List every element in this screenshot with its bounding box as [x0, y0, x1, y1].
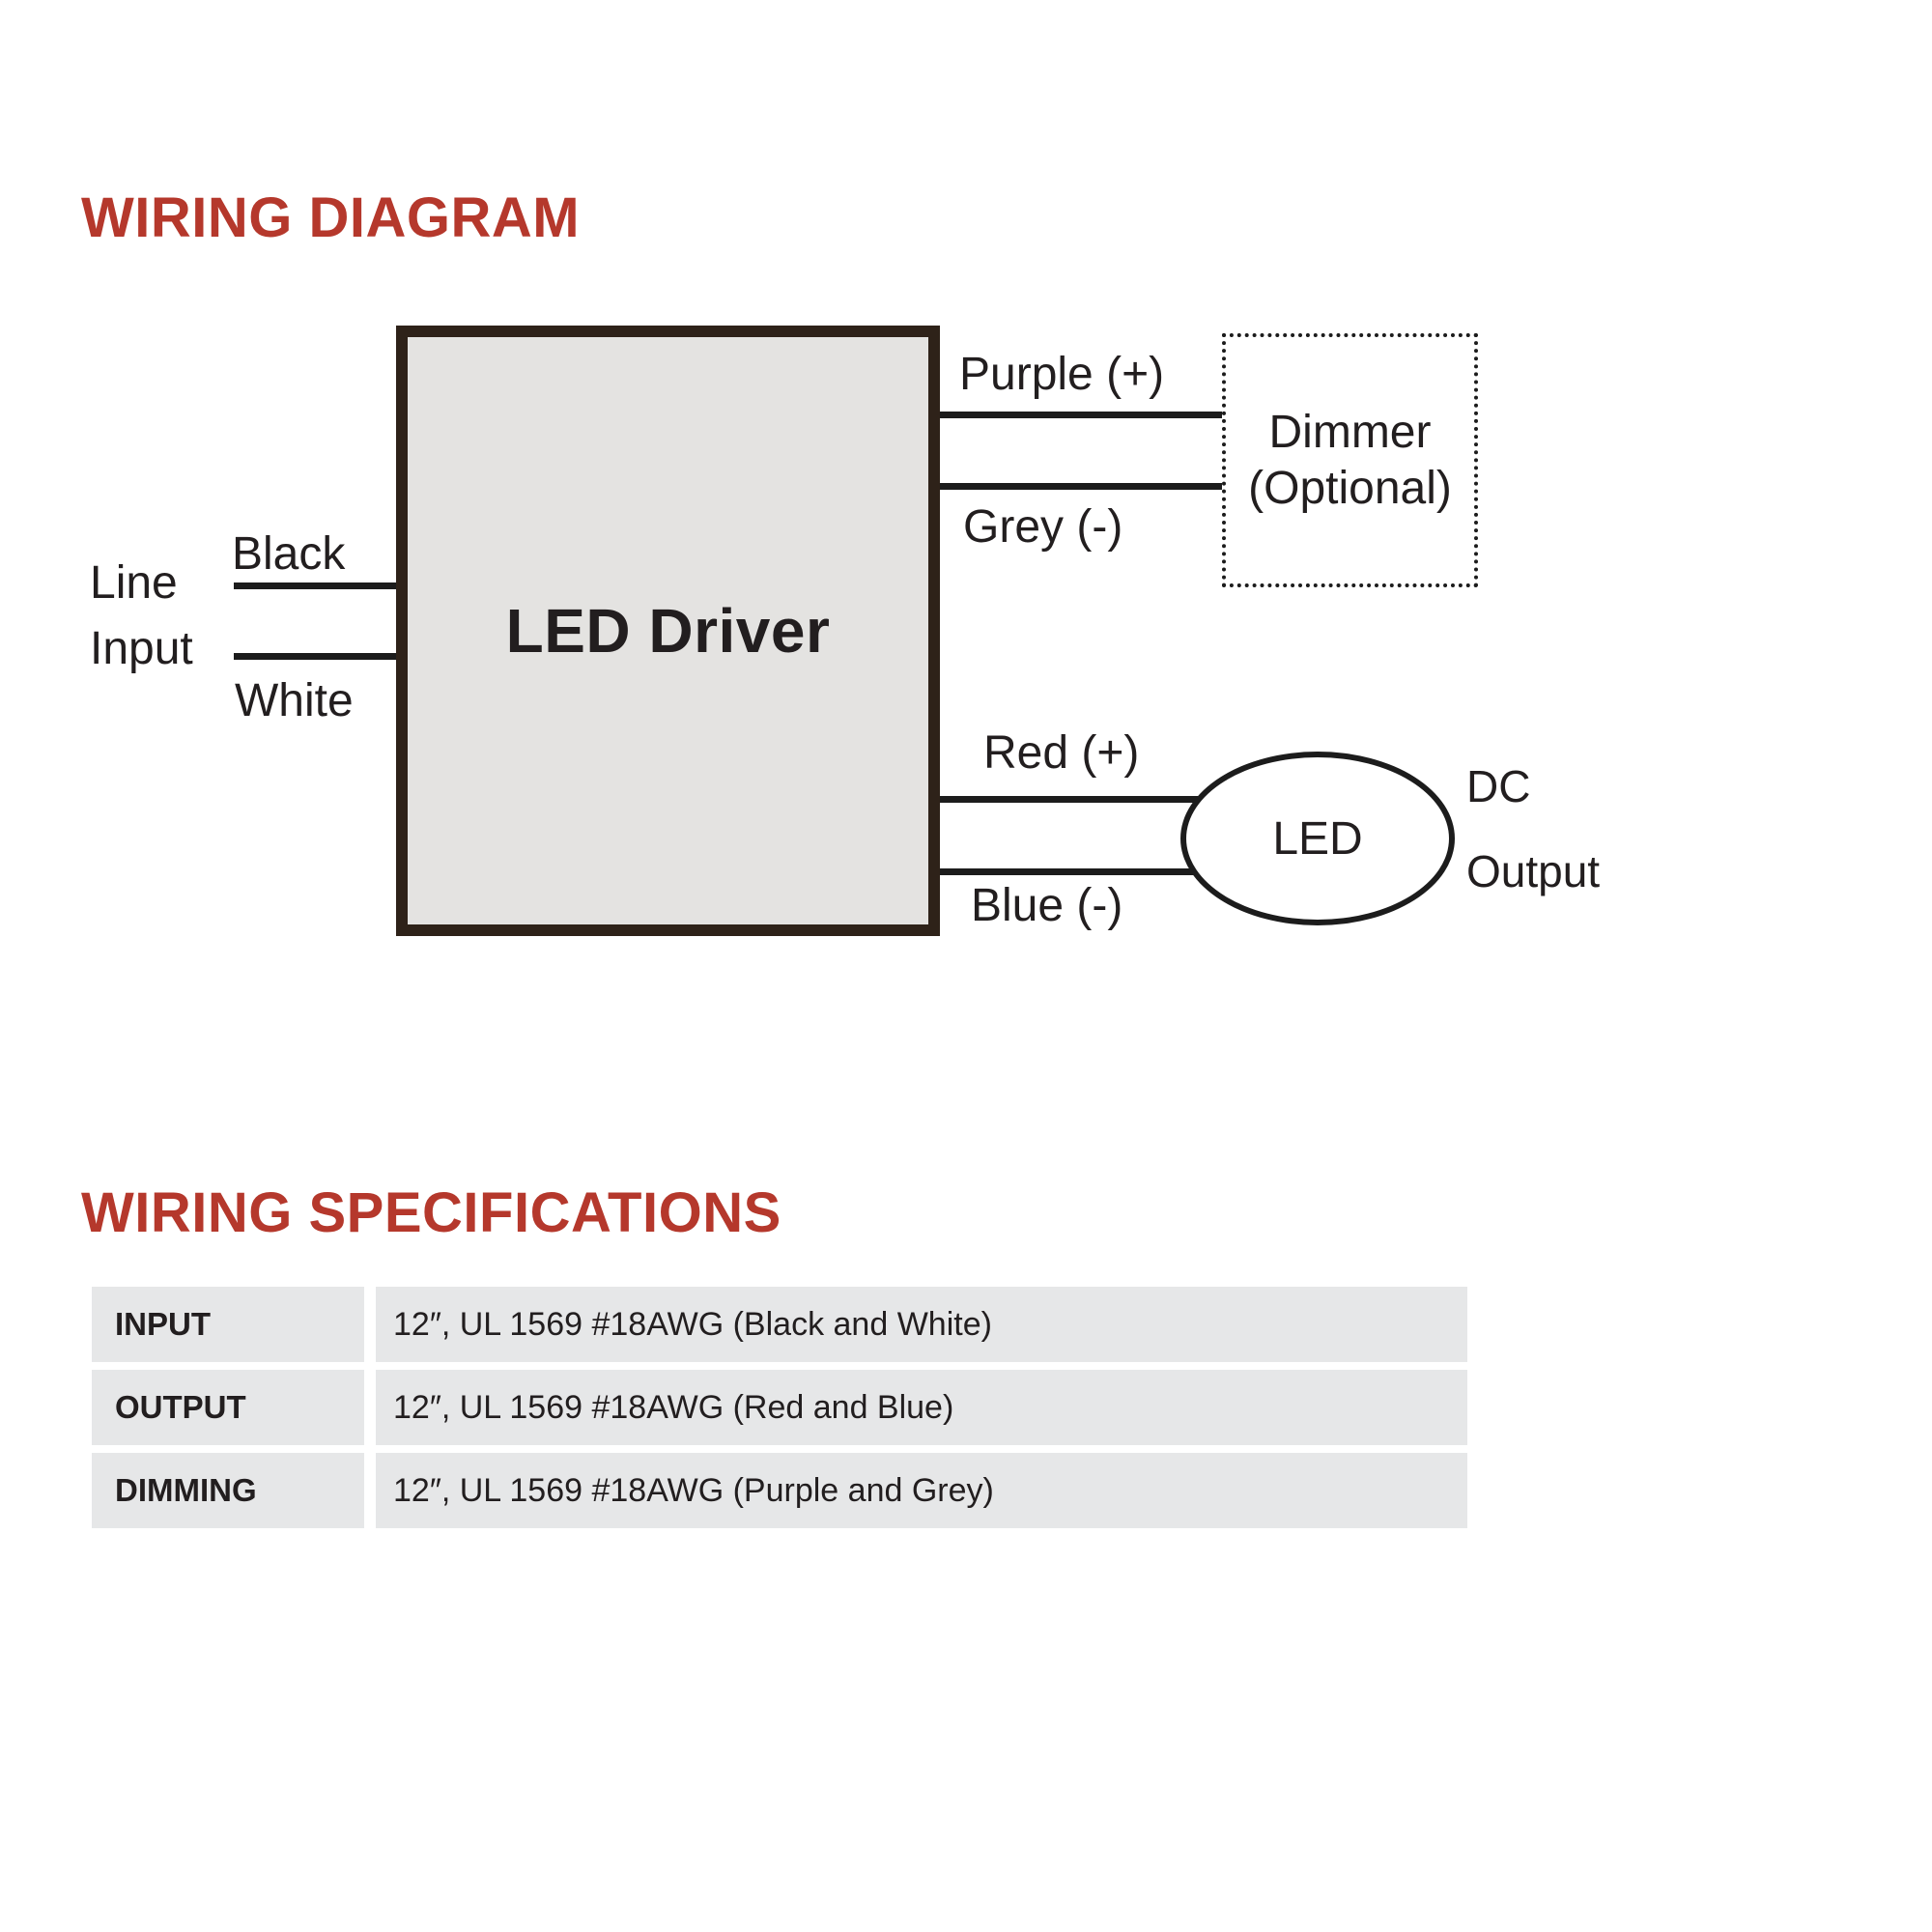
- spec-row-label-input: INPUT: [92, 1287, 364, 1362]
- led-label: LED: [1272, 812, 1363, 865]
- purple-wire-label: Purple (+): [959, 349, 1165, 400]
- led-ellipse: [1180, 752, 1455, 925]
- line-input-label-line2: Input: [90, 623, 193, 674]
- purple-dimming-wire: [937, 412, 1223, 418]
- line-input-label-line1: Line: [90, 557, 178, 609]
- blue-output-wire: [937, 868, 1200, 875]
- led-driver-label: LED Driver: [505, 596, 831, 666]
- grey-dimming-wire: [937, 483, 1223, 490]
- red-wire-label: Red (+): [983, 727, 1140, 779]
- grey-wire-label: Grey (-): [963, 501, 1123, 553]
- black-input-wire: [234, 582, 398, 589]
- black-wire-label: Black: [232, 528, 346, 580]
- spec-row-value-input: 12″, UL 1569 #18AWG (Black and White): [376, 1287, 1467, 1362]
- spec-row-value-output: 12″, UL 1569 #18AWG (Red and Blue): [376, 1370, 1467, 1445]
- wiring-specifications-title: WIRING SPECIFICATIONS: [81, 1181, 781, 1244]
- led-driver-box: [396, 326, 940, 936]
- spec-row-label-dimming: DIMMING: [92, 1453, 364, 1528]
- dimmer-label-line2: (Optional): [1248, 462, 1452, 514]
- dc-output-label-line1: DC: [1466, 761, 1531, 811]
- white-input-wire: [234, 653, 398, 660]
- wiring-diagram-title: WIRING DIAGRAM: [81, 186, 581, 249]
- blue-wire-label: Blue (-): [971, 880, 1123, 931]
- white-wire-label: White: [235, 675, 354, 726]
- dimmer-optional-box: [1222, 333, 1478, 587]
- dc-output-label-line2: Output: [1466, 846, 1601, 896]
- spec-row-value-dimming: 12″, UL 1569 #18AWG (Purple and Grey): [376, 1453, 1467, 1528]
- dimmer-label-line1: Dimmer: [1268, 406, 1432, 458]
- spec-row-label-output: OUTPUT: [92, 1370, 364, 1445]
- red-output-wire: [937, 796, 1200, 803]
